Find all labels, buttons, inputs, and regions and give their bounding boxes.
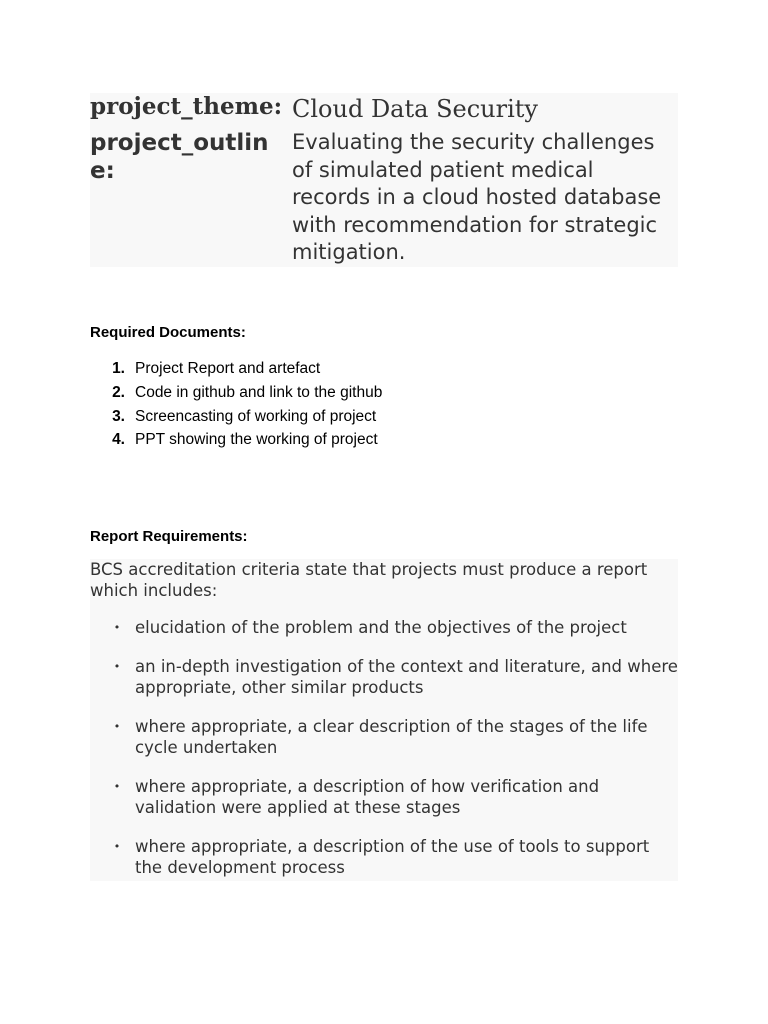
project-theme-value: Cloud Data Security xyxy=(292,95,538,123)
list-item-text: Screencasting of working of project xyxy=(135,407,377,425)
list-item xyxy=(90,357,382,381)
project-outline-value: Evaluating the security challenges of simulated patient medical records in a cloud hosted database with recommendation for strategic mitigation. xyxy=(292,130,662,264)
list-item-number: 1. xyxy=(112,360,125,377)
list-item xyxy=(90,836,678,878)
bullet-icon: • xyxy=(113,720,121,733)
list-item xyxy=(90,617,678,638)
list-item xyxy=(90,405,382,429)
list-item-text: Code in github and link to the github xyxy=(135,383,383,401)
report-requirements-list xyxy=(90,617,678,878)
list-item-text: elucidation of the problem and the objectives of the project xyxy=(135,618,627,637)
list-item xyxy=(90,381,382,405)
list-item-text: PPT showing the working of project xyxy=(135,431,378,449)
project-info-table xyxy=(90,93,678,267)
list-item-text: where appropriate, a clear description of the stages of the life cycle undertaken xyxy=(135,717,648,757)
list-item-text: where appropriate, a description of how verification and validation were applied at these stages xyxy=(135,777,600,817)
bullet-icon: • xyxy=(113,780,121,793)
bullet-icon: • xyxy=(113,621,121,634)
required-documents-list xyxy=(90,357,382,452)
report-requirements-block xyxy=(90,559,678,881)
bullet-icon: • xyxy=(113,840,121,853)
list-item-text: Project Report and artefact xyxy=(135,360,321,377)
list-item-number: 4. xyxy=(112,431,125,449)
project-outline-label: project_outline: xyxy=(90,130,269,184)
list-item-number: 2. xyxy=(112,383,125,401)
list-item-number: 3. xyxy=(112,407,125,425)
list-item-text: where appropriate, a description of the use of tools to support the development process xyxy=(135,837,650,877)
report-requirements-intro: BCS accreditation criteria state that projects must produce a report which includes: xyxy=(90,560,648,600)
report-requirements-heading: Report Requirements: xyxy=(90,528,248,545)
list-item xyxy=(90,716,678,758)
project-theme-label: project_theme: xyxy=(90,93,283,120)
required-documents-heading: Required Documents: xyxy=(90,324,246,341)
list-item xyxy=(90,776,678,818)
bullet-icon: • xyxy=(113,660,121,673)
project-theme-row xyxy=(90,93,678,129)
project-outline-row xyxy=(90,129,678,267)
list-item xyxy=(90,428,382,452)
list-item xyxy=(90,656,678,698)
list-item-text: an in-depth investigation of the context and literature, and where appropriate, other similar products xyxy=(135,657,678,697)
